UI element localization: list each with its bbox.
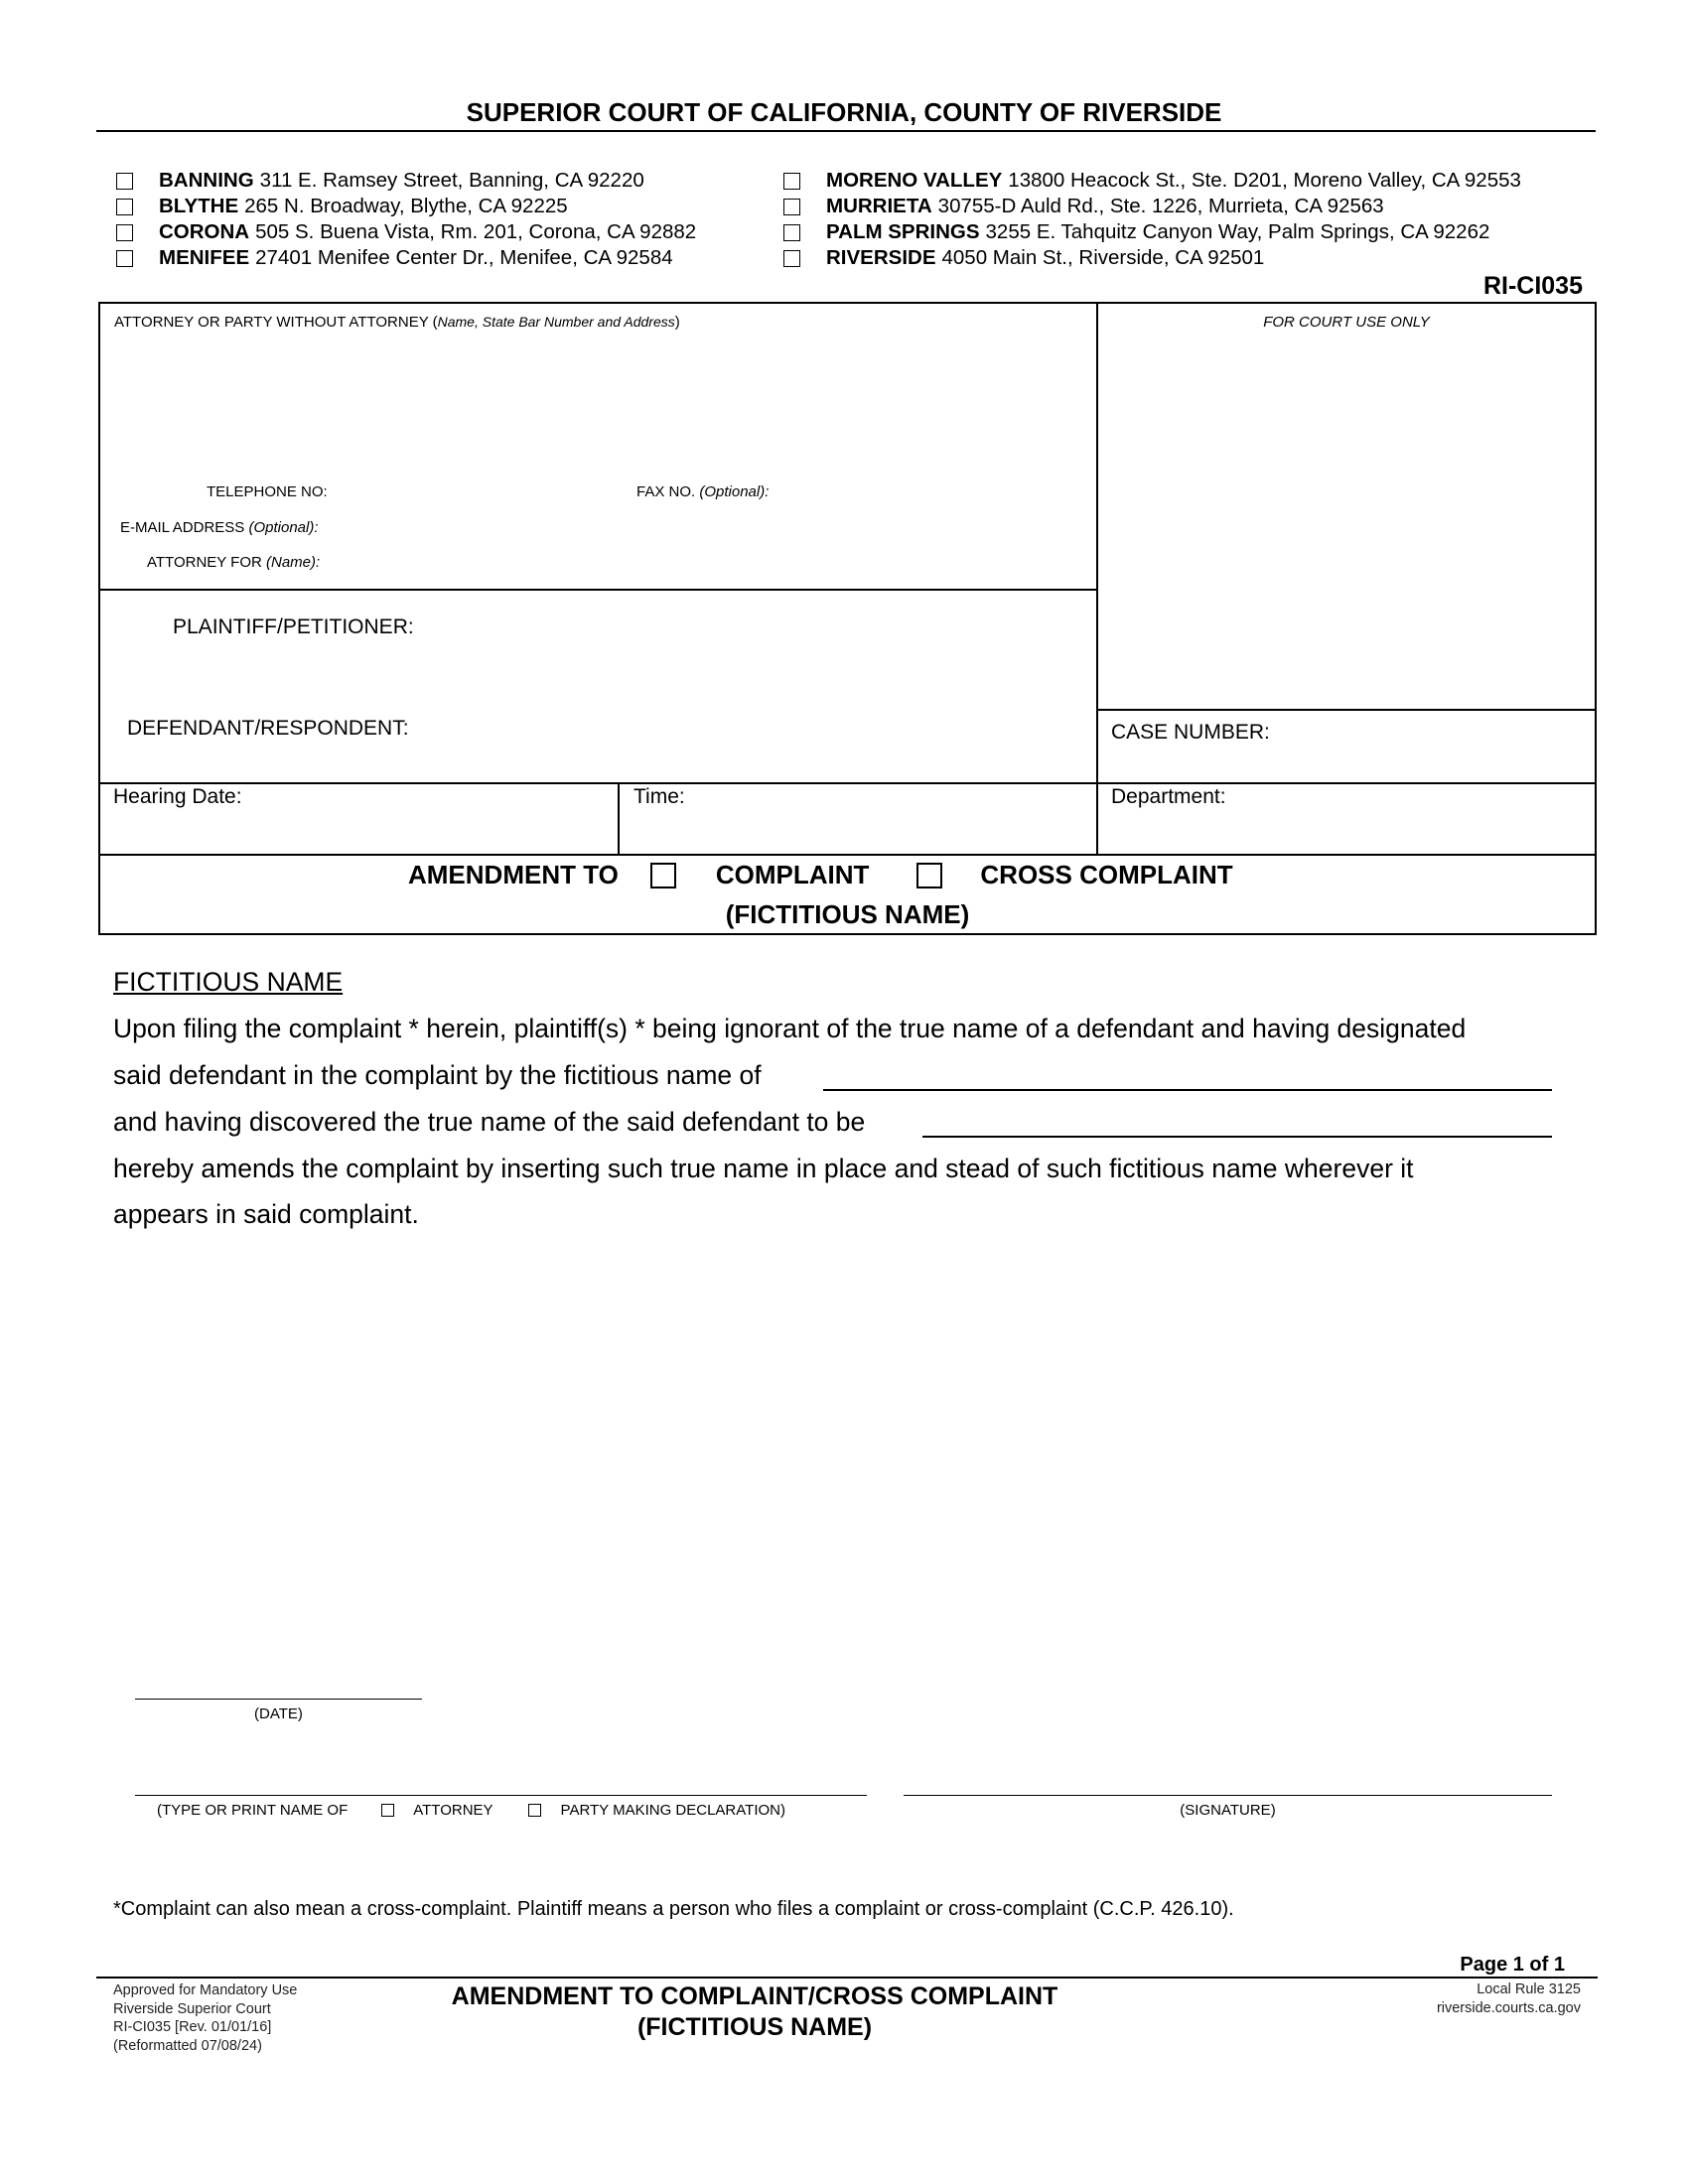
divider bbox=[618, 782, 620, 855]
body-line-4: hereby amends the complaint by inserting such true name in place and stead of such fictitious name wherever it bbox=[113, 1154, 1414, 1183]
court-address: 265 N. Broadway, Blythe, CA 92225 bbox=[244, 195, 568, 217]
section-heading: FICTITIOUS NAME bbox=[113, 967, 344, 997]
court-name: BLYTHE bbox=[159, 195, 239, 217]
signature-field[interactable] bbox=[904, 1795, 1552, 1796]
court-name: RIVERSIDE bbox=[826, 246, 936, 269]
amendment-title bbox=[408, 860, 1233, 890]
court-option-moreno-valley[interactable] bbox=[783, 169, 1521, 193]
body-line-5: appears in said complaint. bbox=[113, 1199, 419, 1229]
court-option-murrieta[interactable] bbox=[783, 195, 1384, 218]
court-address: 311 E. Ramsey Street, Banning, CA 92220 bbox=[259, 169, 644, 192]
body-line-2: said defendant in the complaint by the fictitious name of bbox=[113, 1060, 762, 1090]
approved-line: RI-CI035 [Rev. 01/01/16] bbox=[113, 2019, 272, 2035]
court-name: BANNING bbox=[159, 169, 254, 192]
court-address: 4050 Main St., Riverside, CA 92501 bbox=[941, 246, 1265, 269]
department-label: Department: bbox=[1111, 785, 1226, 808]
complaint-checkbox[interactable] bbox=[650, 863, 676, 888]
complaint-label: COMPLAINT bbox=[715, 860, 870, 889]
footer-title: AMENDMENT TO COMPLAINT/CROSS COMPLAINT bbox=[451, 1982, 1058, 2010]
court-website[interactable]: riverside.courts.ca.gov bbox=[1436, 2000, 1581, 2016]
court-name: MORENO VALLEY bbox=[826, 169, 1003, 192]
fax-italic: (Optional): bbox=[699, 483, 770, 500]
true-name-field[interactable] bbox=[922, 1136, 1552, 1138]
body-line-3: and having discovered the true name of the said defendant to be bbox=[113, 1107, 866, 1137]
amendment-subtitle: (FICTITIOUS NAME) bbox=[725, 899, 970, 929]
approved-line: Riverside Superior Court bbox=[113, 2000, 271, 2017]
approved-line: Approved for Mandatory Use bbox=[113, 1982, 298, 1998]
checkbox[interactable] bbox=[783, 224, 800, 241]
court-option-riverside[interactable] bbox=[783, 246, 1264, 270]
page-number: Page 1 of 1 bbox=[1460, 1954, 1565, 1976]
court-title: SUPERIOR COURT OF CALIFORNIA, COUNTY OF RIVERSIDE bbox=[466, 97, 1222, 127]
checkbox[interactable] bbox=[783, 173, 800, 190]
court-address: 505 S. Buena Vista, Rm. 201, Corona, CA 92882 bbox=[255, 220, 697, 243]
signature-label: (SIGNATURE) bbox=[1180, 1802, 1276, 1819]
divider bbox=[1096, 709, 1597, 711]
checkbox[interactable] bbox=[116, 250, 133, 267]
email-label bbox=[120, 519, 319, 536]
court-address: 13800 Heacock St., Ste. D201, Moreno Valley, CA 92553 bbox=[1008, 169, 1521, 192]
attorney-heading-italic: Name, State Bar Number and Address bbox=[437, 314, 675, 330]
attorney-heading-text: ATTORNEY OR PARTY WITHOUT ATTORNEY ( bbox=[114, 314, 438, 331]
divider bbox=[98, 782, 1597, 784]
court-option-corona[interactable] bbox=[116, 220, 696, 244]
checkbox[interactable] bbox=[783, 199, 800, 215]
hearing-date-label: Hearing Date: bbox=[113, 785, 242, 808]
party-option-label: PARTY MAKING DECLARATION) bbox=[560, 1802, 785, 1819]
cross-complaint-label: CROSS COMPLAINT bbox=[980, 860, 1233, 889]
defendant-label: DEFENDANT/RESPONDENT: bbox=[127, 717, 409, 740]
court-name: CORONA bbox=[159, 220, 250, 243]
amendment-prefix: AMENDMENT TO bbox=[408, 860, 619, 889]
fax-label bbox=[636, 483, 769, 500]
footer-rule bbox=[96, 1977, 1598, 1979]
checkbox[interactable] bbox=[783, 250, 800, 267]
court-option-menifee[interactable] bbox=[116, 246, 673, 270]
form-id: RI-CI035 bbox=[1482, 272, 1583, 300]
attorney-for-text: ATTORNEY FOR bbox=[147, 554, 267, 571]
party-checkbox[interactable] bbox=[528, 1804, 541, 1817]
body-line-1: Upon filing the complaint * herein, plaintiff(s) * being ignorant of the true name of a defendant and having designated bbox=[113, 1014, 1467, 1043]
court-use-label: FOR COURT USE ONLY bbox=[1263, 314, 1430, 331]
attorney-for-label bbox=[147, 554, 320, 571]
email-text: E-MAIL ADDRESS bbox=[120, 519, 249, 536]
date-field[interactable] bbox=[135, 1699, 422, 1700]
attorney-checkbox[interactable] bbox=[381, 1804, 394, 1817]
date-label: (DATE) bbox=[254, 1706, 303, 1722]
checkbox[interactable] bbox=[116, 199, 133, 215]
attorney-heading-end: ) bbox=[674, 314, 680, 331]
divider bbox=[1096, 302, 1098, 854]
plaintiff-label: PLAINTIFF/PETITIONER: bbox=[173, 615, 414, 638]
email-italic: (Optional): bbox=[248, 519, 319, 536]
divider bbox=[98, 589, 1097, 591]
court-address: 3255 E. Tahquitz Canyon Way, Palm Springs, CA 92262 bbox=[985, 220, 1490, 243]
court-option-banning[interactable] bbox=[116, 169, 644, 193]
court-address: 30755-D Auld Rd., Ste. 1226, Murrieta, CA 92563 bbox=[937, 195, 1384, 217]
court-name: PALM SPRINGS bbox=[826, 220, 980, 243]
telephone-label: TELEPHONE NO: bbox=[207, 483, 328, 500]
local-rule: Local Rule 3125 bbox=[1477, 1981, 1581, 1997]
footer-subtitle: (FICTITIOUS NAME) bbox=[636, 2013, 873, 2041]
fictitious-name-field[interactable] bbox=[823, 1089, 1552, 1091]
attorney-heading bbox=[114, 314, 680, 331]
name-label-text: (TYPE OR PRINT NAME OF bbox=[157, 1802, 349, 1819]
attorney-for-italic: (Name): bbox=[266, 554, 321, 571]
checkbox[interactable] bbox=[116, 224, 133, 241]
court-name: MURRIETA bbox=[826, 195, 932, 217]
court-option-blythe[interactable] bbox=[116, 195, 568, 218]
divider bbox=[98, 854, 1597, 856]
cross-complaint-checkbox[interactable] bbox=[916, 863, 942, 888]
header-rule bbox=[96, 130, 1596, 132]
name-label bbox=[157, 1802, 785, 1819]
name-field[interactable] bbox=[135, 1795, 867, 1796]
approved-line: (Reformatted 07/08/24) bbox=[113, 2037, 262, 2054]
court-address: 27401 Menifee Center Dr., Menifee, CA 92584 bbox=[255, 246, 673, 269]
attorney-option-label: ATTORNEY bbox=[413, 1802, 493, 1819]
fax-text: FAX NO. bbox=[636, 483, 700, 500]
checkbox[interactable] bbox=[116, 173, 133, 190]
court-option-palm-springs[interactable] bbox=[783, 220, 1489, 244]
court-name: MENIFEE bbox=[159, 246, 250, 269]
hearing-time-label: Time: bbox=[633, 785, 685, 808]
footnote: *Complaint can also mean a cross-complaint. Plaintiff means a person who files a complaint or cross-complaint (C.C.P. 426.10). bbox=[113, 1898, 1234, 1920]
case-number-label: CASE NUMBER: bbox=[1111, 721, 1270, 744]
